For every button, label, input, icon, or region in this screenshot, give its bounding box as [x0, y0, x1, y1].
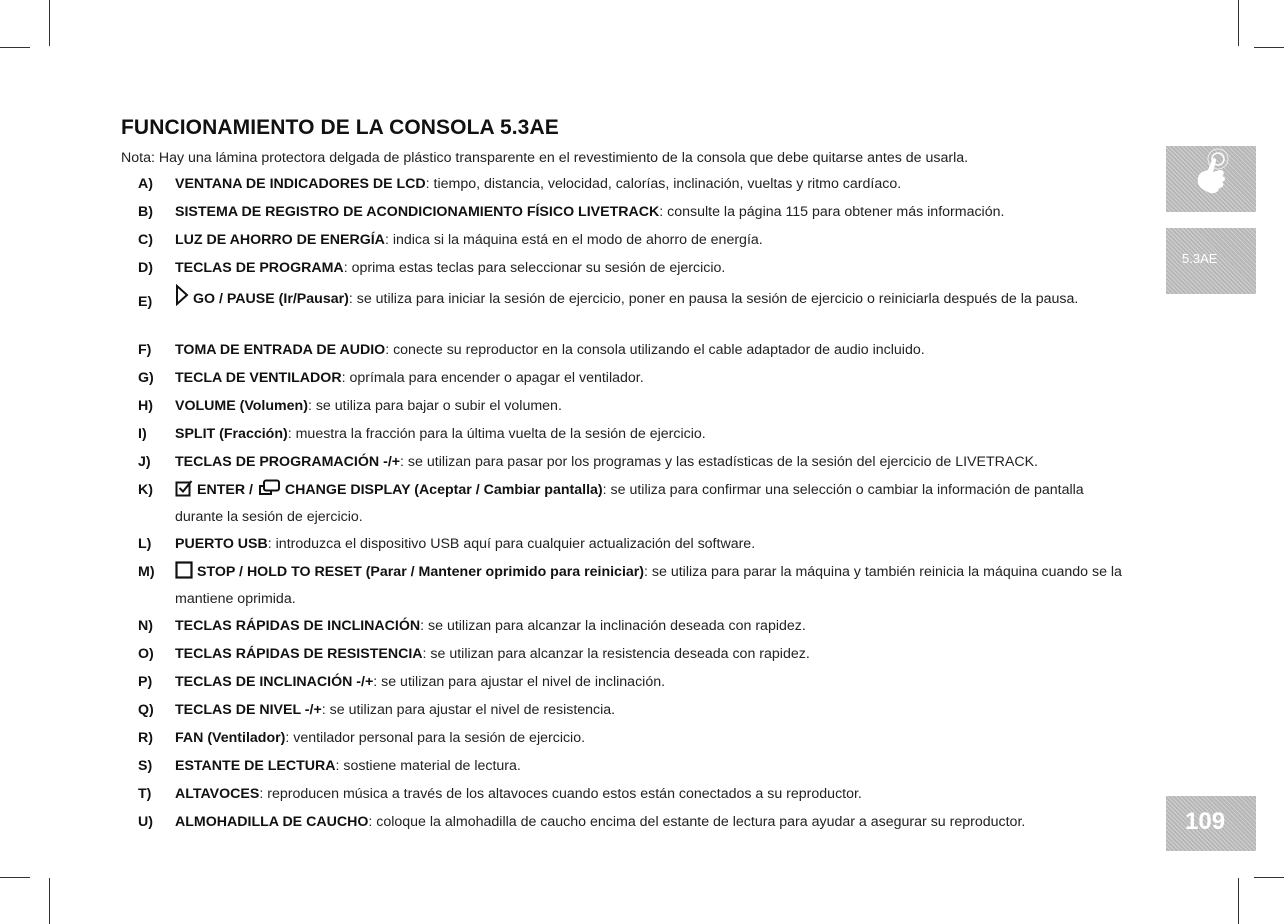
item-term: SISTEMA DE REGISTRO DE ACONDICIONAMIENTO FÍSICO LIVETRACK	[175, 204, 660, 220]
item-description: : muestra la fracción para la última vuelta de la sesión de ejercicio.	[287, 426, 706, 442]
page-number-tab	[1166, 796, 1256, 851]
item-description: : oprima estas teclas para seleccionar su sesión de ejercicio.	[343, 260, 726, 276]
page-number: 109	[1185, 808, 1226, 835]
item-term: TECLAS RÁPIDAS DE INCLINACIÓN	[175, 618, 421, 634]
item-description: : se utilizan para alcanzar la inclinación deseada con rapidez.	[420, 618, 806, 634]
crop-mark-top-left-h	[0, 47, 30, 48]
console-feature-list	[121, 176, 1141, 842]
item-term: LUZ DE AHORRO DE ENERGÍA	[175, 232, 385, 248]
item-letter: A)	[138, 176, 153, 192]
item-letter: R)	[138, 730, 153, 746]
item-term: TECLAS DE INCLINACIÓN -/+	[175, 674, 374, 690]
item-description: : se utiliza para confirmar una selección o cambiar la información de pantalla durante la sesión de ejercicio.	[175, 482, 1084, 525]
item-term: VOLUME (Volumen)	[175, 398, 308, 414]
item-term: STOP / HOLD TO RESET (Parar / Mantener oprimido para reiniciar)	[197, 564, 645, 580]
item-description: : consulte la página 115 para obtener más información.	[659, 204, 1005, 220]
item-letter: F)	[138, 342, 152, 358]
crop-mark-bottom-left-h	[0, 877, 30, 878]
item-description: : conecte su reproductor en la consola utilizando el cable adaptador de audio incluido.	[385, 342, 925, 358]
item-term: ENTER /	[197, 482, 257, 498]
play-triangle-icon	[175, 284, 189, 314]
item-description: : se utiliza para iniciar la sesión de ejercicio, poner en pausa la sesión de ejercicio o reiniciarla después de la pausa.	[348, 291, 1079, 307]
item-term: SPLIT (Fracción)	[175, 426, 288, 442]
item-description: : reproducen música a través de los altavoces cuando estos están conectados a su reproductor.	[259, 786, 862, 802]
model-label: 5.3AE	[1182, 251, 1218, 266]
change-display-icon	[257, 479, 281, 505]
crop-mark-bottom-right-h	[1254, 877, 1284, 878]
item-letter: B)	[138, 204, 153, 220]
crop-mark-top-left	[49, 0, 50, 46]
item-term: GO / PAUSE (Ir/Pausar)	[193, 291, 349, 307]
checkbox-check-icon	[175, 479, 193, 505]
item-description: : oprímala para encender o apagar el ventilador.	[341, 370, 644, 386]
item-description: : introduzca el dispositivo USB aquí para cualquier actualización del software.	[267, 536, 756, 552]
item-letter: E)	[138, 294, 153, 310]
item-term: TECLAS DE PROGRAMA	[175, 260, 344, 276]
crop-mark-top-right-h	[1254, 47, 1284, 48]
item-term-2: CHANGE DISPLAY (Aceptar / Cambiar pantalla)	[284, 482, 603, 498]
item-term: TECLAS DE NIVEL -/+	[175, 702, 322, 718]
item-term: ALTAVOCES	[175, 786, 260, 802]
item-letter: K)	[138, 482, 153, 498]
item-letter: I)	[138, 426, 147, 442]
item-term: PUERTO USB	[175, 536, 268, 552]
item-description: : sostiene material de lectura.	[335, 758, 521, 774]
item-letter: M)	[138, 564, 155, 580]
item-letter: L)	[138, 536, 152, 552]
item-term: ALMOHADILLA DE CAUCHO	[175, 814, 369, 830]
stop-square-icon	[175, 561, 193, 587]
item-letter: H)	[138, 398, 153, 414]
item-description: : coloque la almohadilla de caucho encima del estante de lectura para ayudar a asegurar su reproductor.	[368, 814, 1026, 830]
item-letter: G)	[138, 370, 154, 386]
item-term: ESTANTE DE LECTURA	[175, 758, 336, 774]
quick-start-hand-tab	[1166, 146, 1256, 212]
item-description: : se utilizan para ajustar el nivel de inclinación.	[373, 674, 666, 690]
item-letter: D)	[138, 260, 153, 276]
item-description: : se utiliza para bajar o subir el volumen.	[307, 398, 562, 414]
item-letter: Q)	[138, 702, 154, 718]
item-letter: T)	[138, 786, 152, 802]
item-description: : se utilizan para pasar por los programas y las estadísticas de la sesión del ejercicio de LIVETRACK.	[400, 454, 1038, 470]
list-item	[121, 288, 1141, 342]
item-term: TECLAS RÁPIDAS DE RESISTENCIA	[175, 646, 423, 662]
item-letter: J)	[138, 454, 151, 470]
item-letter: U)	[138, 814, 153, 830]
item-letter: S)	[138, 758, 153, 774]
model-tab	[1166, 228, 1256, 294]
item-description: : se utilizan para alcanzar la resistencia deseada con rapidez.	[422, 646, 810, 662]
item-description: : tiempo, distancia, velocidad, calorías, inclinación, vueltas y ritmo cardíaco.	[425, 176, 902, 192]
item-letter: P)	[138, 674, 153, 690]
item-letter: O)	[138, 646, 154, 662]
page-title: FUNCIONAMIENTO DE LA CONSOLA 5.3AE	[121, 116, 559, 139]
item-term: TECLAS DE PROGRAMACIÓN -/+	[175, 454, 401, 470]
list-item	[121, 564, 1141, 618]
crop-mark-bottom-right	[1238, 878, 1239, 924]
item-term: VENTANA DE INDICADORES DE LCD	[175, 176, 426, 192]
item-description: : se utiliza para parar la máquina y también reinicia la máquina cuando se la mantiene oprimida.	[175, 564, 1122, 607]
list-item	[121, 814, 1141, 842]
item-description: : se utilizan para ajustar el nivel de resistencia.	[321, 702, 616, 718]
item-description: : ventilador personal para la sesión de ejercicio.	[285, 730, 586, 746]
crop-mark-top-right	[1238, 0, 1239, 46]
item-letter: C)	[138, 232, 153, 248]
list-item	[121, 482, 1141, 536]
item-description: : indica si la máquina está en el modo de ahorro de energía.	[384, 232, 763, 248]
protective-film-note: Nota: Hay una lámina protectora delgada de plástico transparente en el revestimiento de la consola que debe quitarse antes de usarla.	[121, 150, 969, 166]
item-letter: N)	[138, 618, 153, 634]
item-term: FAN (Ventilador)	[175, 730, 286, 746]
item-term: TECLA DE VENTILADOR	[175, 370, 342, 386]
crop-mark-bottom-left	[49, 878, 50, 924]
pointing-hand-icon	[1166, 146, 1256, 212]
item-term: TOMA DE ENTRADA DE AUDIO	[175, 342, 386, 358]
